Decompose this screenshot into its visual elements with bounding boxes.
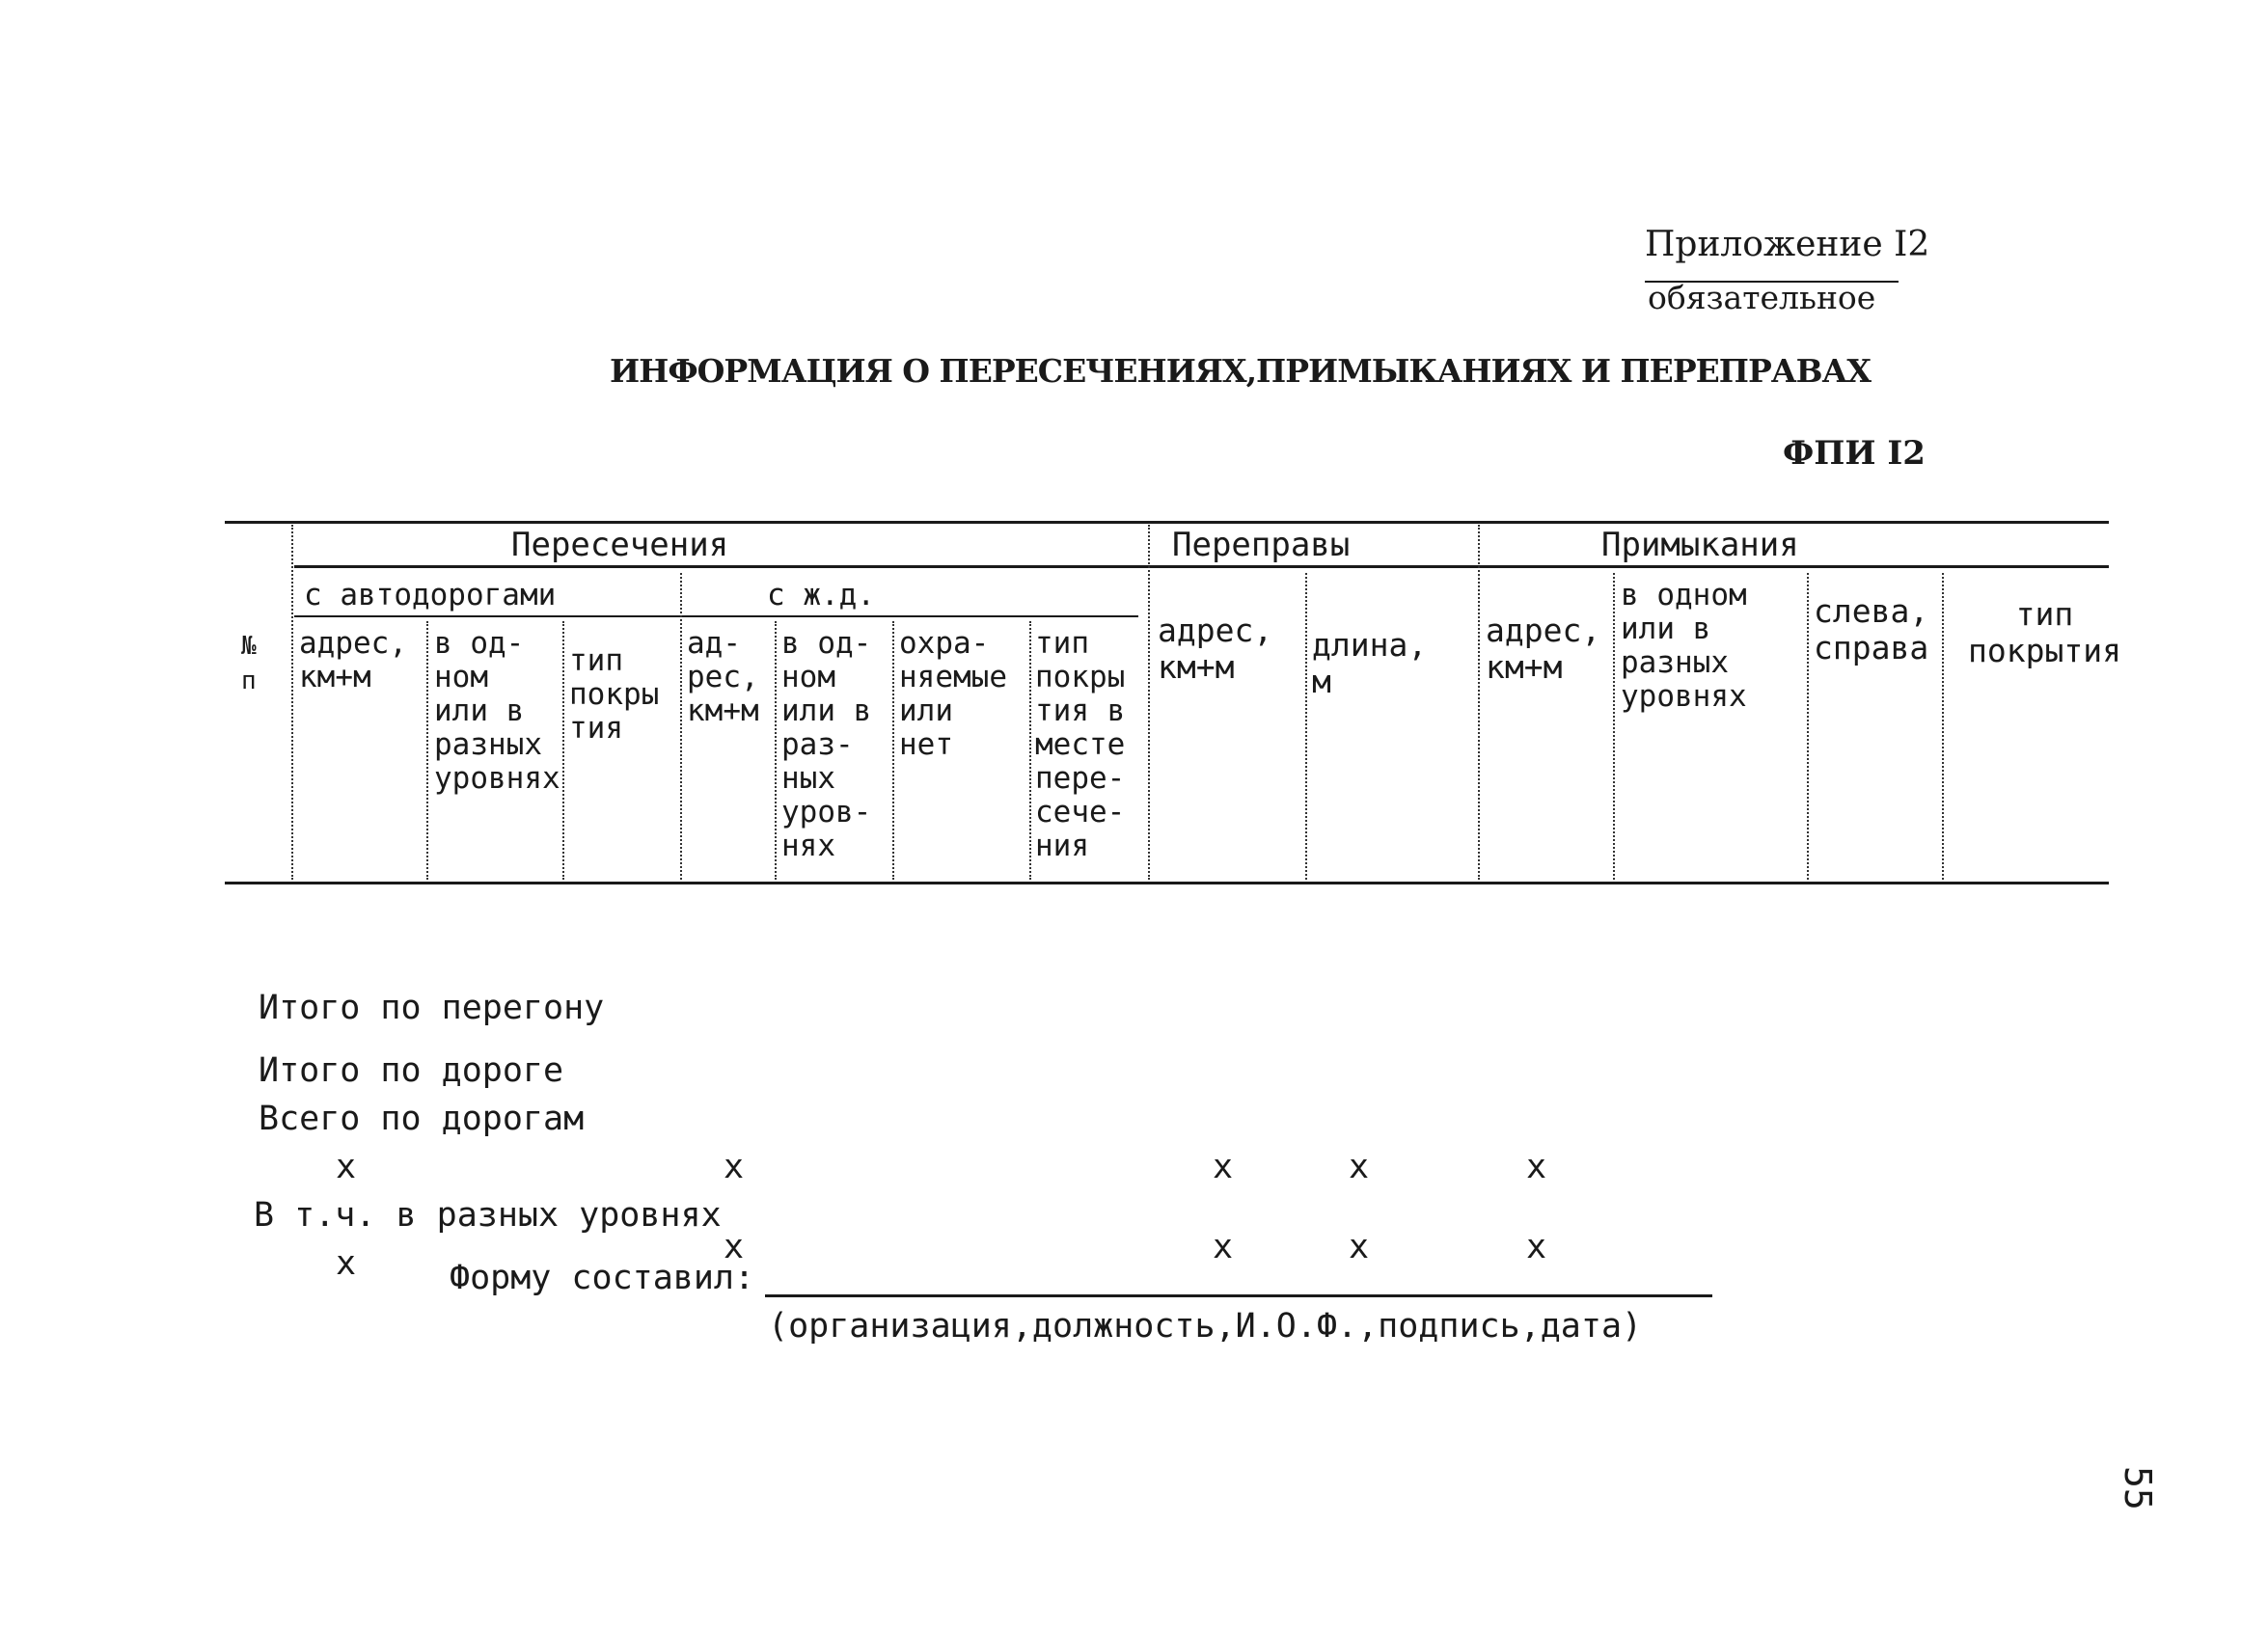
header-with-rail: с ж.д. <box>767 578 875 612</box>
col-junction-address: адрес, км+м <box>1486 612 1601 686</box>
col-rail-address: ад- рес, км+м <box>687 626 759 728</box>
col-ferry-address: адрес, км+м <box>1158 612 1273 686</box>
signature-hint: (организация,должность,И.О.Ф.,подпись,дата) <box>768 1307 1643 1346</box>
form-code: ФПИ I2 <box>1783 434 1926 473</box>
total-stretch: Итого по перегону <box>259 989 605 1027</box>
mark-x: х <box>724 1148 745 1186</box>
compiled-by-label: Форму составил: <box>450 1259 755 1297</box>
appendix-label: Приложение I2 <box>1645 225 1930 264</box>
col-number: № п <box>241 632 257 695</box>
mark-x: х <box>724 1228 745 1266</box>
col-ferry-length: длина, м <box>1312 626 1428 700</box>
signature-line <box>765 1294 1712 1297</box>
col-road-address: адрес, км+м <box>299 626 407 694</box>
col-rail-guarded: охра- няемые или нет <box>899 626 1007 762</box>
appendix-status: обязательное <box>1648 279 1876 316</box>
col-junction-level: в одном или в разных уровнях <box>1621 578 1747 714</box>
subgroup-header-rule <box>294 615 1138 617</box>
mark-x: х <box>1213 1148 1234 1186</box>
total-different-levels: В т.ч. в разных уровнях <box>254 1196 722 1235</box>
mark-x: х <box>1349 1148 1370 1186</box>
total-all-roads: Всего по дорогам <box>259 1100 585 1138</box>
header-crossings: Пересечения <box>511 526 729 564</box>
col-road-level: в од- ном или в разных уровнях <box>434 626 560 796</box>
table-bottom-rule <box>225 882 2109 884</box>
header-ferries: Переправы <box>1172 526 1351 564</box>
mark-x: х <box>1213 1228 1234 1266</box>
col-junction-surface: тип покрытия <box>1968 595 2121 669</box>
mark-x: х <box>1526 1228 1547 1266</box>
col-road-surface: тип покры тия <box>569 643 660 746</box>
col-rail-level: в од- ном или в раз- ных уров- нях <box>781 626 872 863</box>
mark-x: х <box>336 1244 357 1283</box>
page-number: 55 <box>2117 1466 2159 1510</box>
header-junctions: Примыкания <box>1601 526 1799 564</box>
col-junction-side: слева, справа <box>1814 592 1929 666</box>
table-top-rule <box>225 521 2109 524</box>
header-with-roads: с автодорогами <box>304 578 557 612</box>
group-header-rule <box>294 565 2109 568</box>
col-rail-surface: тип покры тия в месте пере- сече- ния <box>1035 626 1126 863</box>
total-road: Итого по дороге <box>259 1051 564 1090</box>
mark-x: х <box>336 1148 357 1186</box>
mark-x: х <box>1349 1228 1370 1266</box>
mark-x: х <box>1526 1148 1547 1186</box>
document-title: ИНФОРМАЦИЯ О ПЕРЕСЕЧЕНИЯХ,ПРИМЫКАНИЯХ И ПЕРЕПРАВАХ <box>610 352 1872 390</box>
